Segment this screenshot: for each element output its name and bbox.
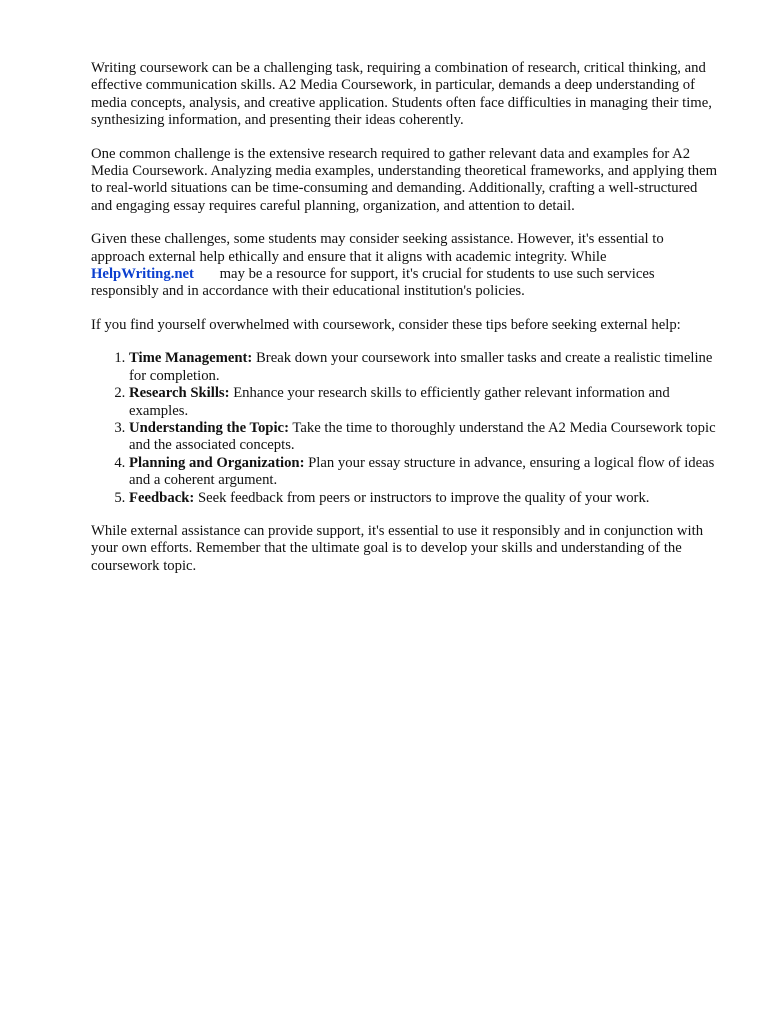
assistance-paragraph [91,231,721,301]
tip-text: Enhance your research skills to efficiently gather relevant information and examples. [129,385,670,419]
closing-paragraph: While external assistance can provide support, it's essential to use it responsibly and in conjunction with your own efforts. Remember that the ultimate goal is to develop your skills and understanding of the coursework topic. [91,522,704,574]
list-item [129,455,721,490]
assistance-text-after: may be a resource for support, it's crucial for students to use such services responsibly and in accordance with their educational institution's policies. [91,266,655,300]
intro-paragraph: Writing coursework can be a challenging task, requiring a combination of research, critical thinking, and effective communication skills. A2 Media Coursework, in particular, demands a deep understanding of media concepts, analysis, and creative application. Students often face difficulties in managing their time, synthesizing information, and presenting their ideas coherently. [91,60,712,129]
tip-text: Plan your essay structure in advance, ensuring a logical flow of ideas and a coherent argument. [129,454,715,489]
tip-text: Break down your coursework into smaller tasks and create a realistic timeline for completion. [129,350,713,384]
list-item [129,385,721,420]
tip-text: Seek feedback from peers or instructors to improve the quality of your work. [197,489,650,506]
list-item [129,490,721,507]
tip-title: Understanding the Topic: [129,419,289,436]
tip-text: Take the time to thoroughly understand the A2 Media Coursework topic and the associated concepts. [129,419,716,454]
tip-title: Feedback: [129,489,195,506]
tip-title: Research Skills: [129,385,230,402]
tip-title: Time Management: [129,350,253,367]
challenge-paragraph: One common challenge is the extensive research required to gather relevant data and examples for A2 Media Coursework. Analyzing media examples, understanding theoretical frameworks, and applying them to real-world situations can be time-consuming and demanding. Additionally, crafting a well-structured and engaging essay requires careful planning, organization, and attention to detail. [91,145,718,214]
tip-title: Planning and Organization: [129,454,305,471]
list-item [129,420,721,455]
tips-intro-paragraph: If you find yourself overwhelmed with coursework, consider these tips before seeking external help: [91,316,681,333]
helpwriting-link[interactable]: HelpWriting.net [91,266,194,283]
assistance-text-before: Given these challenges, some students may consider seeking assistance. However, it's essential to approach external help ethically and ensure that it aligns with academic integrity. While [91,231,664,265]
list-item [129,350,721,385]
tips-list [91,350,721,507]
document-page [91,60,721,591]
